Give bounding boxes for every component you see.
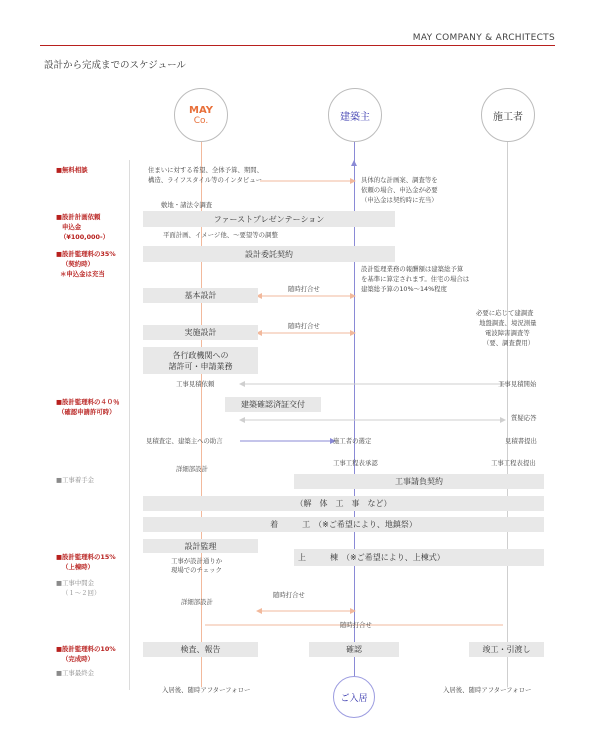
page-title: 設計から完成までのスケジュール	[44, 60, 186, 71]
box-basic-design: 基本設計	[143, 288, 258, 303]
note-qa: 質疑応答	[511, 414, 537, 422]
may-co-label: Co.	[193, 115, 209, 126]
box-handover: 竣工・引渡し	[469, 642, 544, 657]
move-in-label: ご入居	[340, 693, 368, 704]
note-site-survey: 敷地・諸法令調査	[161, 201, 213, 209]
box-working-design: 実施設計	[143, 325, 258, 340]
step-fee40: ■設計監理料の４０％	[56, 398, 120, 406]
note-meeting-3: 随時打合せ	[273, 591, 305, 599]
step-plan-fee-3: （¥100,000-）	[60, 233, 109, 241]
may-label: MAY	[189, 104, 213, 116]
builder-label: 施工者	[493, 111, 523, 123]
note-estimate-review: 見積査定、建築主への助言	[146, 437, 223, 445]
step-fee10: ■設計監理料の10%	[56, 645, 116, 653]
owner-label: 建築主	[340, 111, 370, 123]
note-meeting-1: 随時打合せ	[288, 285, 320, 293]
note-meeting-4: 随時打合せ	[340, 621, 372, 629]
step-fee35: ■設計監理料の35%	[56, 250, 116, 258]
step-plan-fee: ■設計計画依頼	[56, 213, 101, 221]
move-in-circle	[333, 676, 375, 718]
note-fee-2: を基準に算定されます。住宅の場合は	[361, 275, 470, 283]
box-inspection: 検査、報告	[143, 642, 258, 657]
note-estimate-request: 工事見積依頼	[176, 380, 215, 388]
step-fee15b: （上棟時）	[62, 563, 94, 571]
note-estimate-start: 工事見積開始	[498, 380, 537, 388]
note-owner-3: （申込金は契約時に充当）	[361, 196, 438, 204]
box-design-contract: 設計委託契約	[143, 246, 395, 262]
note-supervision-2: 現場でのチェック	[171, 566, 222, 574]
step-fee35b: （契約時）	[62, 260, 94, 268]
note-builder-2: 地盤調査、境況測量	[479, 319, 537, 327]
box-confirmation: 建築確認済証交付	[225, 397, 321, 412]
step-fee15: ■設計監理料の15%	[56, 553, 116, 561]
note-meeting-2: 随時打合せ	[288, 322, 320, 330]
step-fee35c: ＊申込金は充当	[60, 270, 105, 278]
box-framework: 上 棟 （※ご希望により、上棟式）	[294, 549, 544, 566]
step-mid-payment-2: （１～２回）	[62, 589, 101, 597]
owner-circle	[328, 88, 382, 142]
step-mid-payment: ■工事中間金	[56, 579, 94, 587]
note-fee-1: 設計監理業務の報酬額は建築総予算	[361, 265, 464, 273]
note-plan-image: 平面計画、イメージ他、～要望等の調整	[163, 231, 278, 239]
note-interview-1: 住まいに対する希望、全体予算、期間、	[148, 166, 264, 174]
step-start-payment: ■工事着手金	[56, 476, 94, 484]
note-detail-design-2: 詳細部設計	[181, 598, 213, 606]
note-select-builder: 施工者の選定	[333, 437, 372, 445]
note-owner-1: 具体的な計画案、調査等を	[361, 176, 438, 184]
note-schedule-submit: 工事工程表提出	[491, 459, 536, 467]
builder-circle	[481, 88, 535, 142]
may-company-circle	[174, 88, 228, 142]
note-estimate-submit: 見積書提出	[505, 437, 537, 445]
note-detail-design-1: 詳細部設計	[176, 465, 208, 473]
note-schedule-approve: 工事工程表承認	[333, 459, 378, 467]
note-interview-2: 構造、ライフスタイル等のインタビュー	[148, 176, 263, 184]
box-construction-contract: 工事請負契約	[294, 474, 544, 489]
note-after-may: 入居後、随時アフターフォロー	[162, 686, 251, 694]
note-builder-3: 電波障害調査等	[485, 329, 530, 337]
permit-line-2: 諸許可・申請業務	[168, 361, 233, 371]
note-after-builder: 入居後、随時アフターフォロー	[443, 686, 532, 694]
box-supervision: 設計監理	[143, 539, 258, 553]
note-owner-2: 依頼の場合、申込金が必要	[361, 186, 438, 194]
step-final-payment: ■工事最終金	[56, 669, 94, 677]
box-permit	[143, 347, 258, 374]
note-supervision-1: 工事が設計通りか	[171, 557, 223, 565]
box-first-presentation: ファーストプレゼンテーション	[143, 211, 395, 227]
step-free-consult: ■無料相談	[56, 166, 88, 174]
permit-line-1: 各行政機関への	[172, 350, 229, 360]
step-fee10b: （完成時）	[62, 655, 94, 663]
note-builder-1: 必要に応じて建調査	[476, 309, 534, 317]
step-fee40b: （確認申請許可時）	[58, 408, 116, 416]
note-builder-4: （要、調査費用）	[483, 339, 535, 347]
box-groundbreaking: 着 工 （※ご希望により、地鎮祭）	[143, 517, 544, 532]
box-confirm: 確認	[309, 642, 399, 657]
step-plan-fee-2: 申込金	[62, 223, 82, 231]
header-company: MAY COMPANY & ARCHITECTS	[412, 33, 555, 43]
note-fee-3: 建築総予算の10%～14%程度	[361, 285, 447, 293]
box-demolition: （解 体 工 事 など）	[143, 496, 544, 511]
